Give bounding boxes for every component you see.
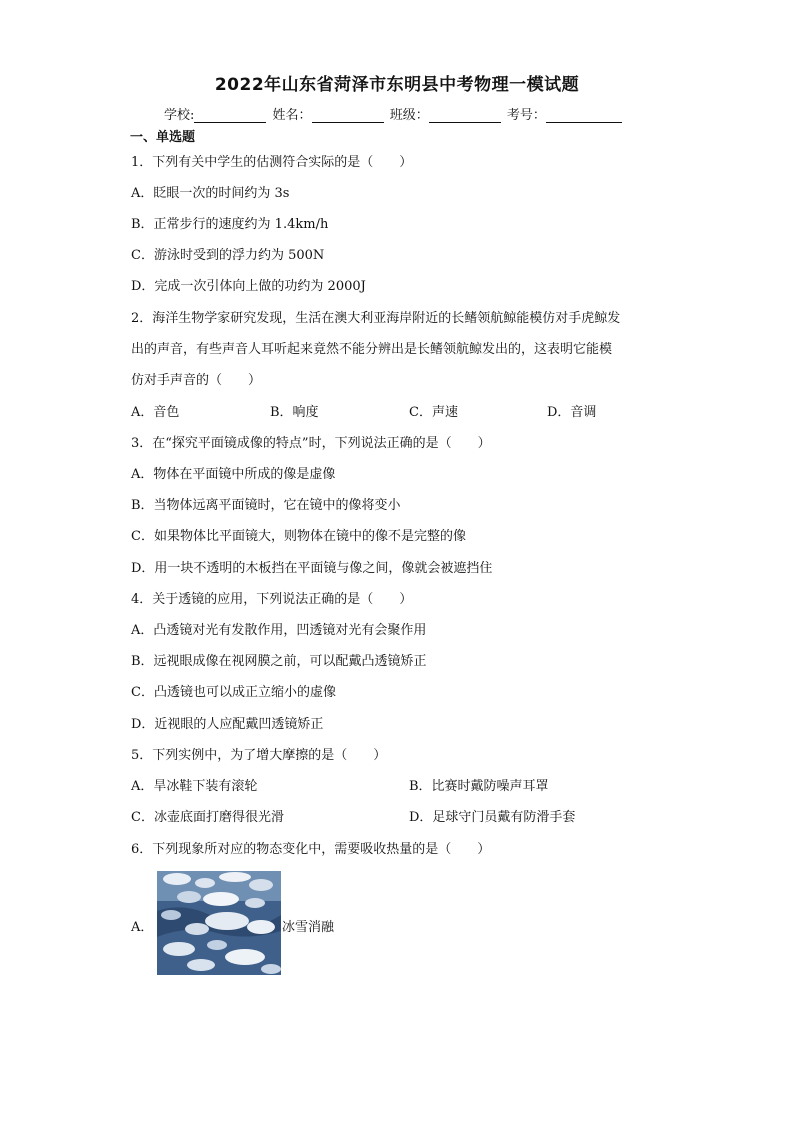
question-1-option-b: B．正常步行的速度约为 1.4km/h [131,217,329,232]
number-label: 考号： [506,108,546,123]
question-3-option-a: A．物体在平面镜中所成的像是虚像 [131,467,336,482]
question-4-option-b: B．远视眼成像在视网膜之前，可以配戴凸透镜矫正 [131,654,427,669]
question-1-option-d: D．完成一次引体向上做的功约为 2000J [131,279,366,294]
section-heading: 一、单选题 [130,130,196,145]
class-blank[interactable] [429,110,501,123]
question-1-option-c: C．游泳时受到的浮力约为 500N [131,248,325,263]
question-5-stem: 5．下列实例中，为了增大摩擦的是（ ） [131,748,387,763]
question-4-option-d: D．近视眼的人应配戴凹透镜矫正 [131,717,324,732]
name-label: 姓名： [272,108,312,123]
question-6-stem: 6．下列现象所对应的物态变化中，需要吸收热量的是（ ） [131,842,491,857]
question-4-option-c: C．凸透镜也可以成正立缩小的虚像 [131,685,336,700]
question-2-option-c: C．声速 [409,405,458,420]
question-3-stem: 3．在“探究平面镜成像的特点”时，下列说法正确的是（ ） [131,436,491,451]
question-2-option-a: A．音色 [131,405,180,420]
page-title: 2022年山东省菏泽市东明县中考物理一模试题 [214,75,580,95]
question-1-option-a: A．眨眼一次的时间约为 3s [131,186,290,201]
question-6-option-a-text: 冰雪消融 [282,920,335,935]
question-2-option-b: B．响度 [270,405,319,420]
question-6-option-a-label: A． [131,920,154,935]
number-blank[interactable] [546,110,622,123]
question-4-option-a: A．凸透镜对光有发散作用，凹透镜对光有会聚作用 [131,623,427,638]
question-4-stem: 4．关于透镜的应用，下列说法正确的是（ ） [131,592,413,607]
name-blank[interactable] [312,110,384,123]
question-2-stem-line-1: 2．海洋生物学家研究发现，生活在澳大利亚海岸附近的长鳍领航鲸能模仿对手虎鲸发 [131,311,621,326]
question-2-option-d: D．音调 [547,405,597,420]
question-2-stem-line-3: 仿对手声音的（ ） [131,373,262,388]
question-3-option-c: C．如果物体比平面镜大，则物体在镜中的像不是完整的像 [131,529,466,544]
question-2-stem-line-2: 出的声音，有些声音人耳听起来竟然不能分辨出是长鳍领航鲸发出的，这表明它能模 [131,342,613,357]
question-5-option-d: D．足球守门员戴有防滑手套 [409,810,576,825]
question-5-option-b: B．比赛时戴防噪声耳罩 [409,779,549,794]
ice-floes-illustration [157,871,281,975]
class-label: 班级： [389,108,429,123]
question-5-option-a: A．旱冰鞋下装有滚轮 [131,779,258,794]
question-5-option-c: C．冰壶底面打磨得很光滑 [131,810,284,825]
question-1-stem: 1．下列有关中学生的估测符合实际的是（ ） [131,155,413,170]
school-blank[interactable] [194,110,266,123]
school-label: 学校: [164,108,195,123]
question-3-option-d: D．用一块不透明的木板挡在平面镜与像之间，像就会被遮挡住 [131,561,493,576]
student-info-row [164,104,624,123]
melting-ice-image [157,871,281,975]
question-3-option-b: B．当物体远离平面镜时，它在镜中的像将变小 [131,498,401,513]
